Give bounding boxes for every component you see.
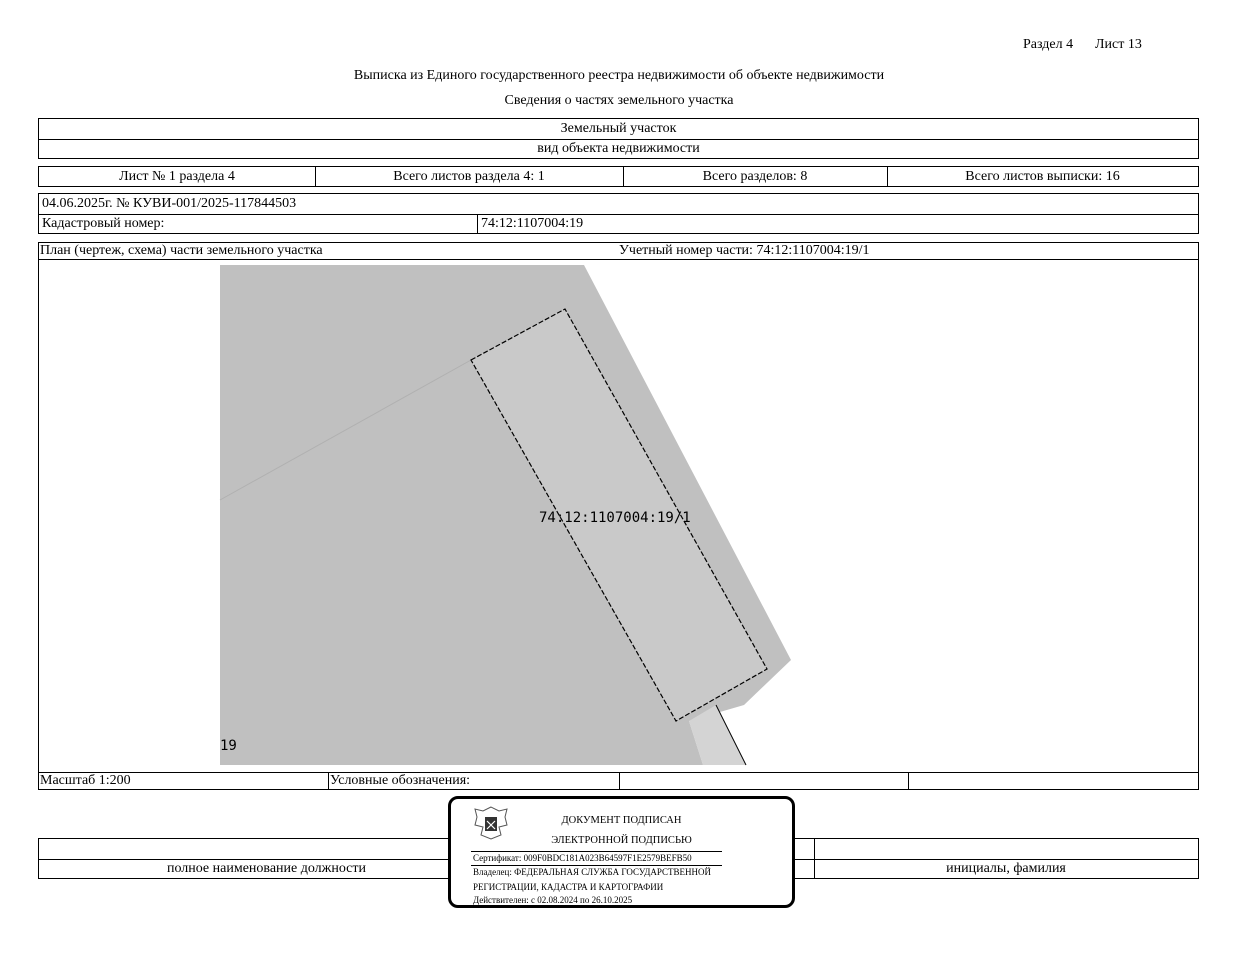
part-map-label: 74:12:1107004:19/1 — [539, 510, 691, 526]
parcel-map-label: 19 — [220, 738, 237, 754]
object-type-caption-row — [38, 139, 1199, 159]
stamp-owner2: РЕГИСТРАЦИИ, КАДАСТРА И КАРТОГРАФИИ — [473, 882, 664, 892]
scale-label: Масштаб 1:200 — [40, 773, 131, 788]
object-type-caption: вид объекта недвижимости — [537, 141, 700, 156]
divider — [471, 865, 722, 866]
cadastral-value: 74:12:1107004:19 — [481, 216, 584, 231]
stamp-owner1: Владелец: ФЕДЕРАЛЬНАЯ СЛУЖБА ГОСУДАРСТВЕННОЙ — [473, 867, 712, 877]
document-subtitle: Сведения о частях земельного участка — [504, 93, 734, 108]
sheet-no: Лист № 1 раздела 4 — [119, 168, 235, 184]
divider — [908, 772, 909, 789]
electronic-signature-stamp — [448, 796, 795, 908]
total-extract-sheets: Всего листов выписки: 16 — [965, 168, 1120, 184]
date-number: 04.06.2025г. № КУВИ-001/2025-117844503 — [42, 196, 297, 211]
section-number: Раздел 4 — [1023, 37, 1074, 52]
divider — [328, 772, 329, 789]
sheet-number: Лист 13 — [1095, 37, 1142, 52]
stamp-certificate: Сертификат: 009F0BDC181A023B64597F1E2579BEFB50 — [473, 853, 692, 863]
divider — [471, 851, 722, 852]
total-sections: Всего разделов: 8 — [702, 168, 808, 184]
document-info-block — [38, 193, 1199, 234]
object-type-row — [38, 118, 1199, 140]
plan-drawing — [39, 243, 1197, 788]
divider — [619, 772, 620, 789]
object-type: Земельный участок — [560, 121, 677, 136]
sheets-row — [38, 166, 1199, 187]
document-title: Выписка из Единого государственного реестра недвижимости об объекте недвижимости — [353, 68, 885, 83]
part-number: Учетный номер части: 74:12:1107004:19/1 — [619, 243, 870, 258]
legend-label: Условные обозначения: — [330, 773, 471, 788]
stamp-valid: Действителен: с 02.08.2024 по 26.10.2025 — [473, 895, 633, 905]
plan-label: План (чертеж, схема) части земельного участка — [40, 243, 323, 258]
cadastral-label: Кадастровый номер: — [42, 216, 165, 231]
divider — [39, 214, 1198, 215]
position-caption: полное наименование должности — [166, 861, 367, 876]
plan-block — [38, 242, 1199, 790]
total-section-sheets: Всего листов раздела 4: 1 — [393, 168, 545, 184]
stamp-line1: ДОКУМЕНТ ПОДПИСАН — [561, 815, 682, 826]
divider — [477, 214, 478, 233]
stamp-line2: ЭЛЕКТРОННОЙ ПОДПИСЬЮ — [551, 835, 692, 846]
name-caption: инициалы, фамилия — [946, 861, 1066, 876]
